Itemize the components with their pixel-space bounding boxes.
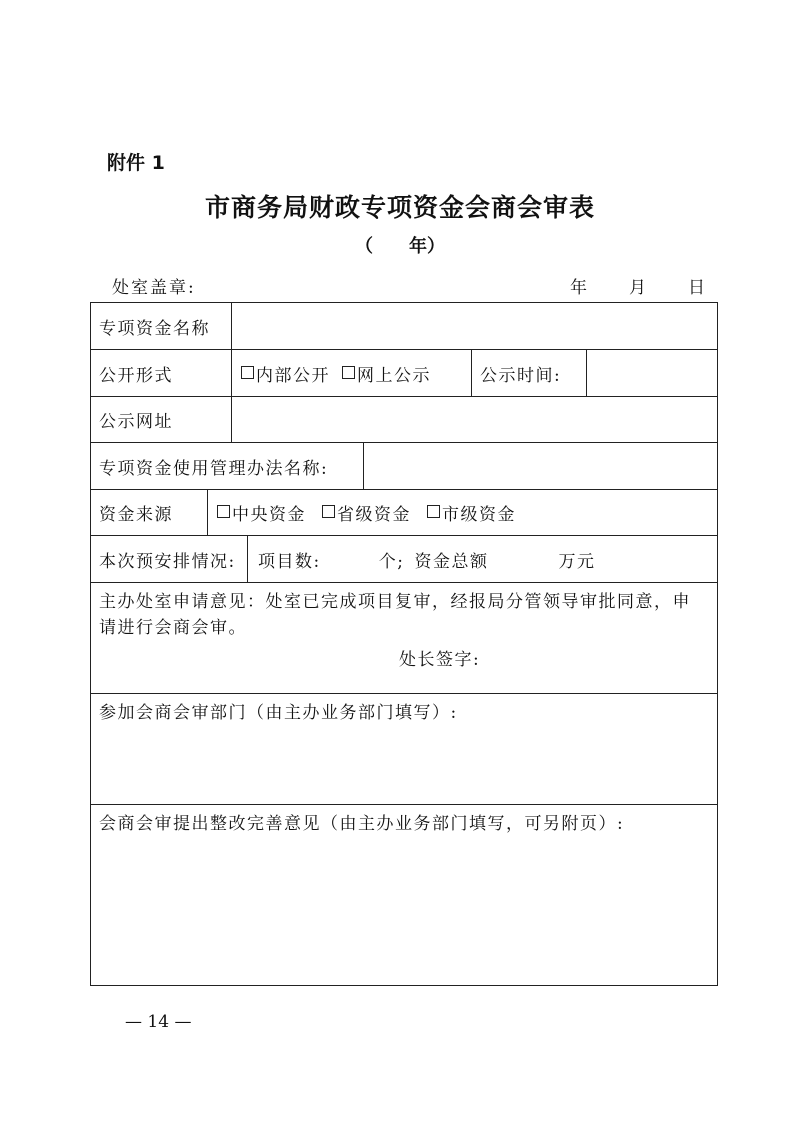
project-count-label: 项目数: xyxy=(258,551,321,572)
row-participating-depts[interactable] xyxy=(91,694,717,805)
management-method-label: 专项资金使用管理办法名称: xyxy=(91,443,364,489)
row-publicity-url xyxy=(91,397,717,443)
publicity-url-label: 公示网址 xyxy=(91,397,232,442)
checkbox-icon[interactable] xyxy=(241,366,254,379)
date-month: 月 xyxy=(629,278,646,298)
disclosure-label: 公开形式 xyxy=(91,350,232,396)
option-provincial[interactable]: 省级资金 xyxy=(322,500,411,525)
attachment-label: 附件 1 xyxy=(107,152,165,174)
fund-name-label: 专项资金名称 xyxy=(91,303,232,349)
project-count-unit: 个; xyxy=(378,551,405,572)
row-disclosure xyxy=(91,350,717,397)
row-fund-name xyxy=(91,303,717,350)
arrangement-label: 本次预安排情况: xyxy=(91,536,248,582)
option-internal[interactable]: 内部公开 xyxy=(241,361,330,386)
row-arrangement xyxy=(91,536,717,583)
applicant-opinion-text: 主办处室申请意见：处室已完成项目复审，经报局分管领导审批同意，申请进行会商会审。 xyxy=(99,592,691,638)
date-day: 日 xyxy=(688,278,705,298)
total-fund-label: 资金总额 xyxy=(414,551,489,572)
checkbox-icon[interactable] xyxy=(427,505,440,518)
row-applicant-opinion xyxy=(91,583,717,694)
review-form-table xyxy=(90,302,718,986)
checkbox-icon[interactable] xyxy=(217,505,230,518)
year-line: （ 年） xyxy=(355,236,445,257)
checkbox-icon[interactable] xyxy=(342,366,355,379)
option-municipal[interactable]: 市级资金 xyxy=(427,500,516,525)
publicity-url-field[interactable] xyxy=(232,397,717,442)
date-year: 年 xyxy=(570,278,587,298)
checkbox-icon[interactable] xyxy=(322,505,335,518)
page-number: — 14 — xyxy=(125,1012,192,1032)
publicity-time-label: 公示时间: xyxy=(472,350,587,396)
total-fund-unit: 万元 xyxy=(558,551,596,572)
row-rectification[interactable] xyxy=(91,805,717,985)
fund-name-field[interactable] xyxy=(232,303,717,349)
row-fund-source xyxy=(91,490,717,536)
director-signature-label: 处长签字: xyxy=(399,650,481,670)
option-online[interactable]: 网上公示 xyxy=(342,361,431,386)
publicity-time-field[interactable] xyxy=(587,350,717,396)
arrangement-fields xyxy=(248,536,717,582)
participating-depts-label: 参加会商会审部门（由主办业务部门填写）: xyxy=(99,703,458,723)
page-title: 市商务局财政专项资金会商会审表 xyxy=(204,193,595,222)
date-line xyxy=(570,273,705,298)
seal-label: 处室盖章: xyxy=(112,278,196,298)
row-management-method xyxy=(91,443,717,490)
disclosure-options xyxy=(232,350,472,396)
fund-source-options xyxy=(208,490,717,535)
rectification-label: 会商会审提出整改完善意见（由主办业务部门填写，可另附页）: xyxy=(99,814,625,834)
fund-source-label: 资金来源 xyxy=(91,490,208,535)
option-central[interactable]: 中央资金 xyxy=(217,500,306,525)
management-method-field[interactable] xyxy=(364,443,717,489)
